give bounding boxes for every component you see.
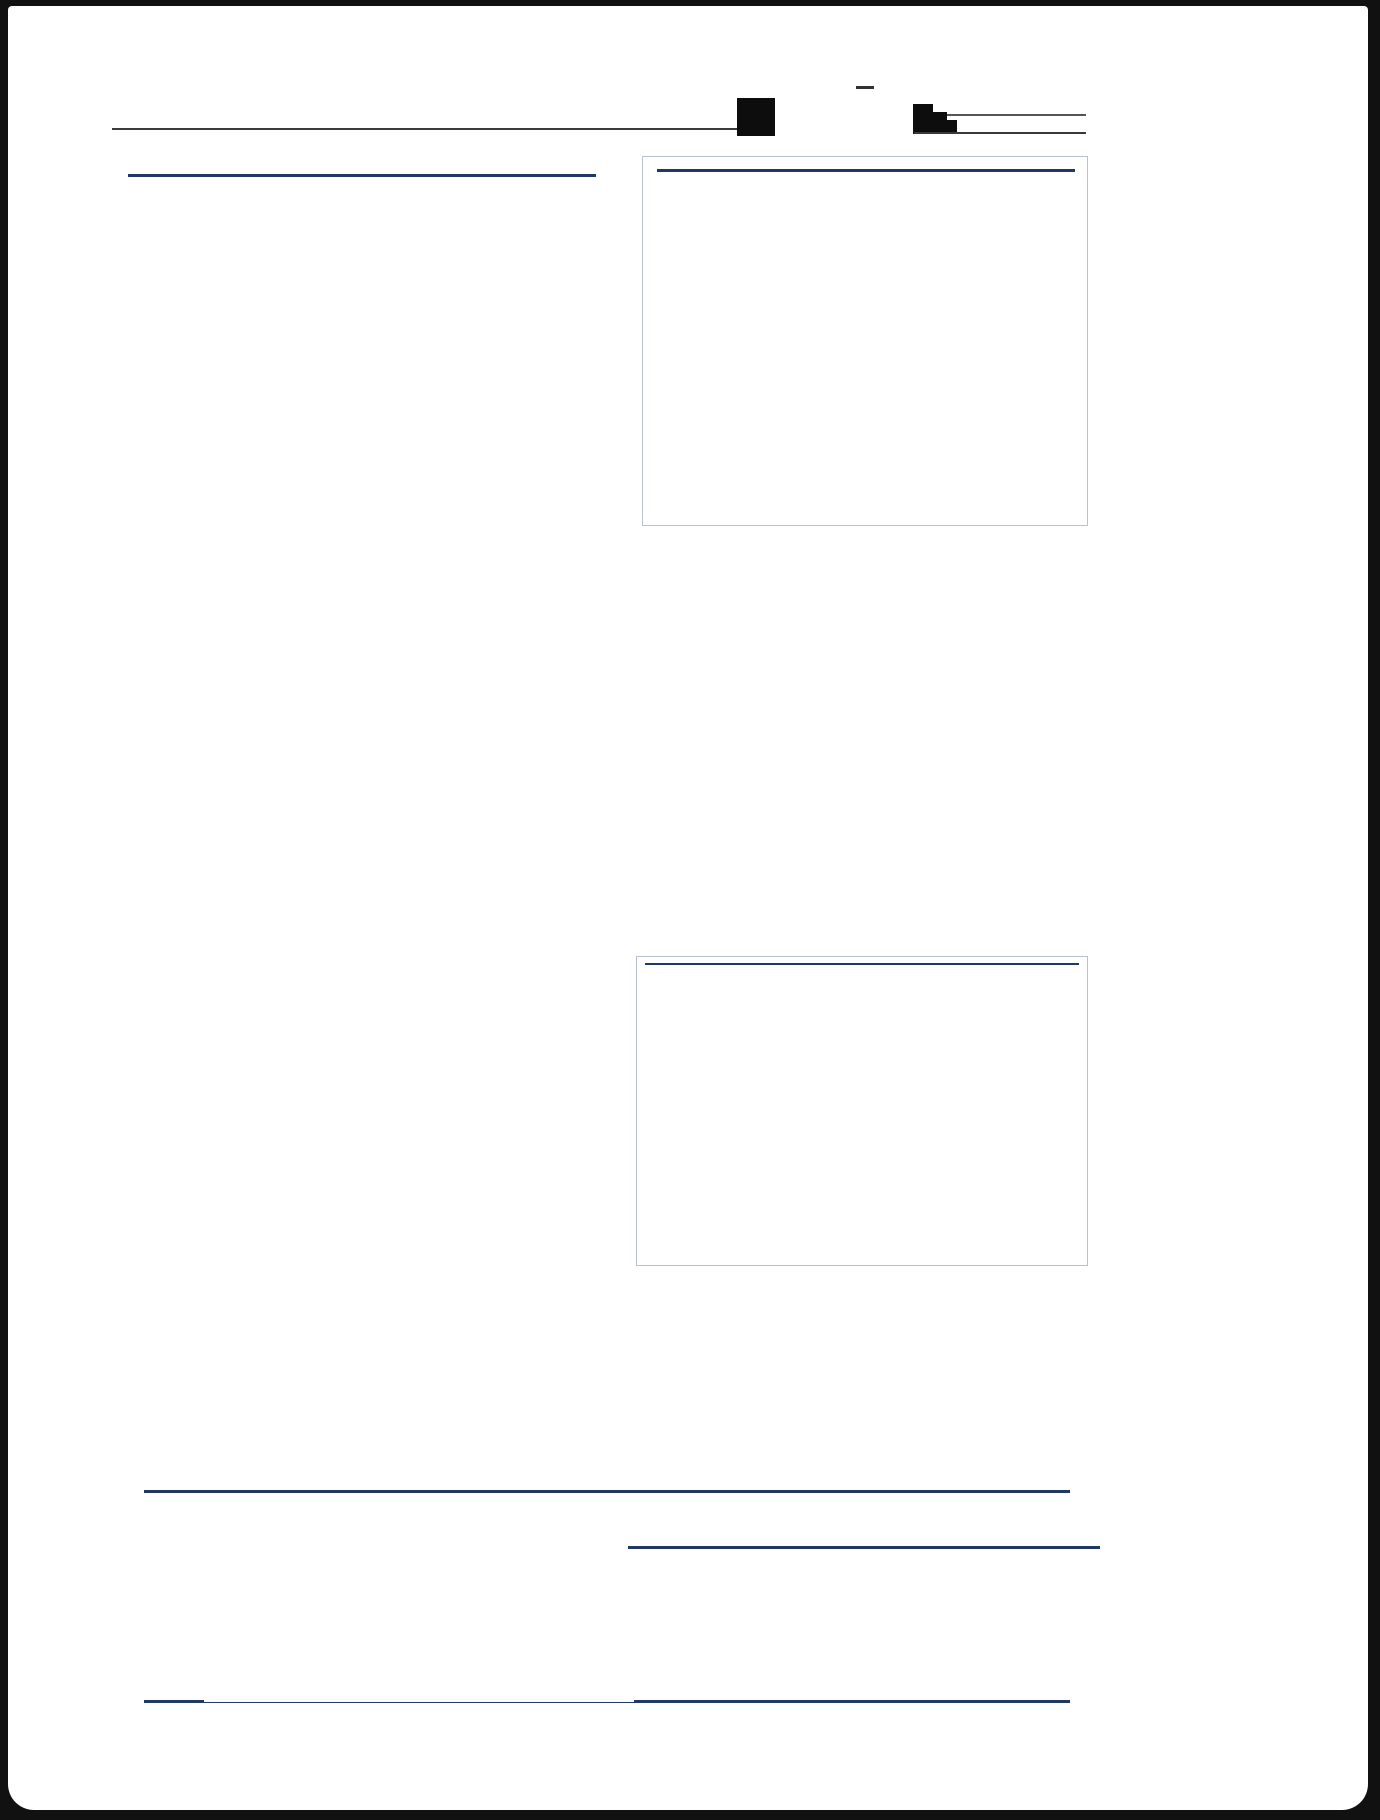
fig10-chart [204, 1502, 634, 1702]
fig11-title-rule [657, 169, 1075, 172]
fig11-chart [645, 174, 1085, 484]
fig9-title-rule [128, 174, 596, 177]
table2-title [628, 1546, 1100, 1553]
table2-box [628, 1546, 1100, 1553]
fig9-chart [120, 178, 628, 494]
brand-dash [856, 86, 874, 89]
journal-badge [737, 98, 775, 136]
header-rule-right [914, 132, 1086, 134]
badge-block-2 [933, 112, 947, 134]
brand-underline [928, 114, 1086, 116]
fig12-box [636, 956, 1088, 1266]
badge-block-1 [913, 104, 933, 134]
fig10-title-rule [144, 1490, 1070, 1493]
fig12-title-rule [645, 963, 1079, 965]
paper [8, 6, 1368, 1810]
fig12-chart [639, 966, 1085, 1205]
header-rule-left [112, 128, 740, 130]
fig11-box [642, 156, 1088, 526]
